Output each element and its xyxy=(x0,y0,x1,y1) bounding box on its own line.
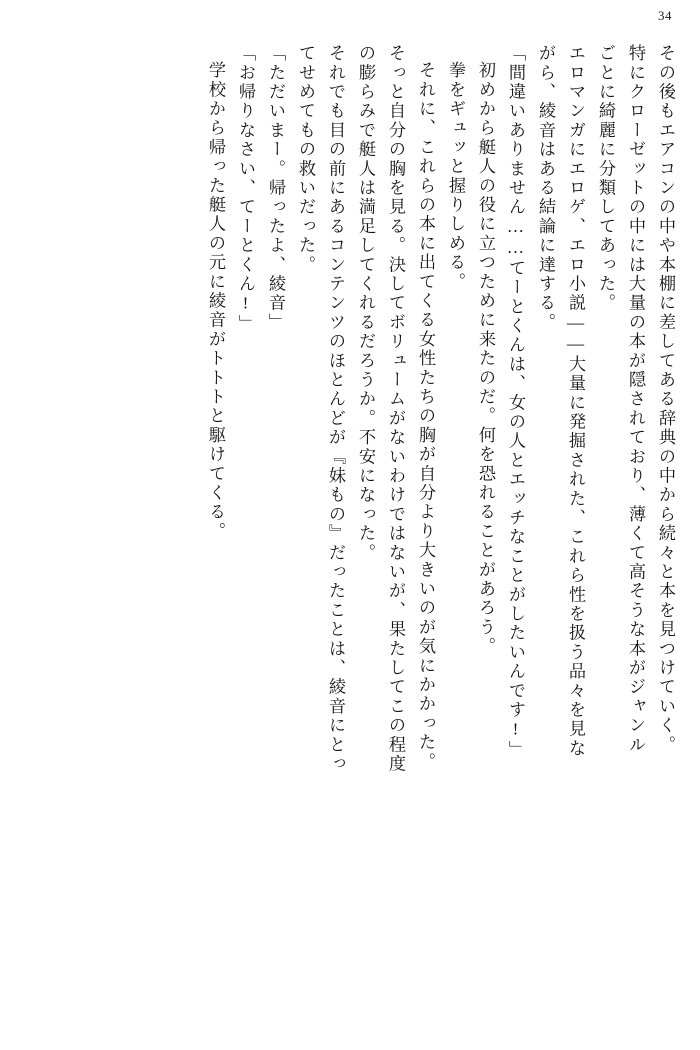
page-number: 34 xyxy=(658,8,672,23)
text-line: てせめてもの救いだった。 xyxy=(296,44,315,275)
text-line: 「ただいまー。帰ったよ、綾音」 xyxy=(266,44,285,332)
text-line: そっと自分の胸を見る。決してボリュームがないわけではないが、果たしてこの程度 xyxy=(386,44,405,774)
text-line: 「お帰りなさい、てーとくん!」 xyxy=(236,44,255,334)
text-line: エロマンガにエロゲ、エロ小説――大量に発掘された、これら性を扱う品々を見な xyxy=(566,44,585,759)
text-line: その後もエアコンの中や本棚に差してある辞典の中から続々と本を見つけていく。 xyxy=(656,44,675,755)
text-line: 特にクローゼットの中には大量の本が隠されており、薄くて高そうな本がジャンル xyxy=(626,44,645,755)
text-line: 初めから艇人の役に立つために来たのだ。何を恐れることがあろう。 xyxy=(476,61,495,657)
text-line: 「間違いありません……てーとくんは、女の人とエッチなことがしたいんです!」 xyxy=(506,44,525,760)
text-line: 学校から帰った艇人の元に綾音がトトトと駆けてくる。 xyxy=(206,61,225,541)
text-line: の膨らみで艇人は満足してくれるだろうか。不安になった。 xyxy=(356,44,375,563)
text-line: ごとに綺麗に分類してあった。 xyxy=(596,44,615,313)
text-line: がら、綾音はある結論に達する。 xyxy=(536,44,555,332)
vertical-text-body xyxy=(30,44,674,1016)
text-line: それでも目の前にあるコンテンツのほとんどが『妹もの』だったことは、綾音にとっ xyxy=(326,44,345,774)
text-line: それに、これらの本に出てくる女性たちの胸が自分より大きいのが気にかかった。 xyxy=(416,61,435,772)
text-line: 拳をギュッと握りしめる。 xyxy=(446,61,465,292)
